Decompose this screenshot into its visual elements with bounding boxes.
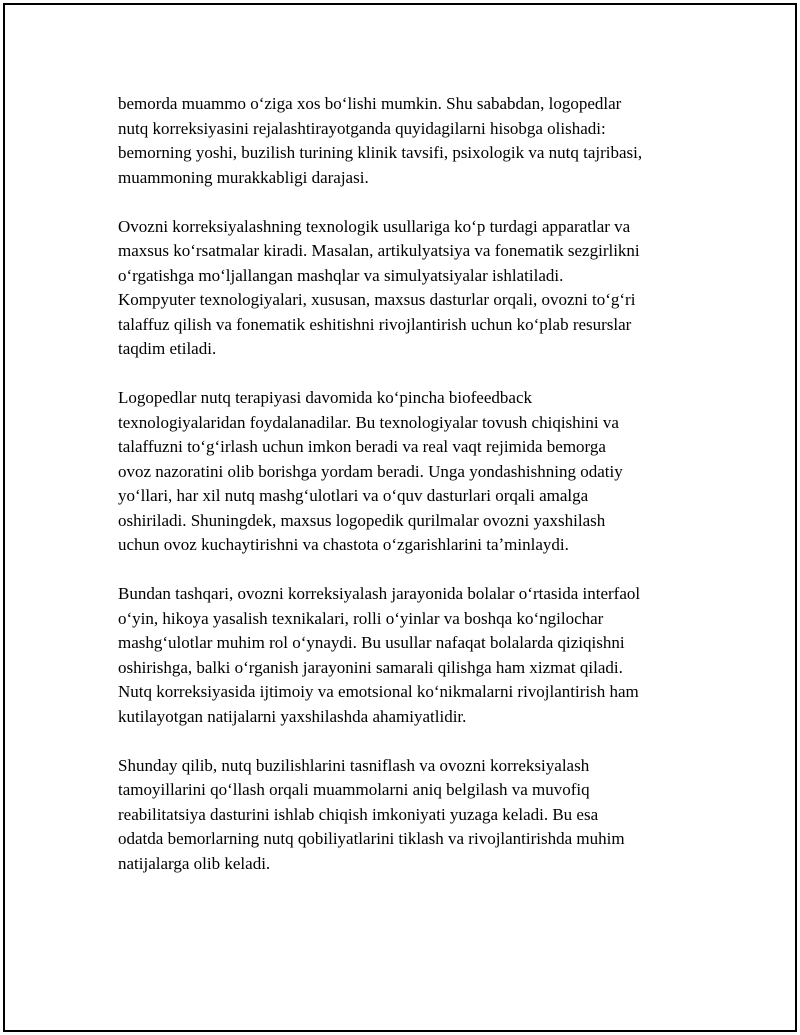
paragraph-1: bemorda muammo oʻziga xos boʻlishi mumkin. Shu sababdan, logopedlar nutq korreksiyasini rejalashtirayotganda quyidagilarni hisobga olishadi: bemorning yoshi, buzilish turining klinik tavsifi, psixologik va nutq tajribasi, muammoning murakkabligi darajasi. xyxy=(118,94,643,187)
document-body xyxy=(118,92,698,901)
paragraph-2: Ovozni korreksiyalashning texnologik usullariga koʻp turdagi apparatlar va maxsus koʻrsatmalar kiradi. Masalan, artikulyatsiya va fonematik sezgirlikni oʻrgatishga moʻljallangan mashqlar va simulyatsiyalar ishlatiladi. Kompyuter texnologiyalari, xususan, maxsus dasturlar orqali, ovozni toʻgʻri talaffuz qilish va fonematik eshitishni rivojlantirish uchun koʻplab resurslar taqdim etiladi. xyxy=(118,216,640,358)
paragraph-4: Bundan tashqari, ovozni korreksiyalash jarayonida bolalar oʻrtasida interfaol oʻyin, hikoya yasalish texnikalari, rolli oʻyinlar va boshqa koʻngilochar mashgʻulotlar muhim rol oʻynaydi. Bu usullar nafaqat bolalarda qiziqishni oshirishga, balki oʻrganish jarayonini samarali qilishga ham xizmat qiladi. Nutq korreksiyasida ijtimoiy va emotsional koʻnikmalarni rivojlantirish ham kutilayotgan natijalarni yaxshilashda ahamiyatlidir. xyxy=(118,584,641,726)
paragraph-5: Shunday qilib, nutq buzilishlarini tasniflash va ovozni korreksiyalash tamoyillarini qoʻllash orqali muammolarni aniq belgilash va muvofiq reabilitatsiya dasturini ishlab chiqish imkoniyati yuzaga keladi. Bu esa odatda bemorlarning nutq qobiliyatlarini tiklash va rivojlantirishda muhim natijalarga olib keladi. xyxy=(118,755,625,873)
paragraph-3: Logopedlar nutq terapiyasi davomida koʻpincha biofeedback texnologiyalaridan foydalanadilar. Bu texnologiyalar tovush chiqishini va talaffuzni toʻgʻirlash uchun imkon beradi va real vaqt rejimida bemorga ovoz nazoratini olib borishga yordam beradi. Unga yondashishning odatiy yoʻllari, har xil nutq mashgʻulotlari va oʻquv dasturlari orqali amalga oshiriladi. Shuningdek, maxsus logopedik qurilmalar ovozni yaxshilash uchun ovoz kuchaytirishni va chastota oʻzgarishlarini taʼminlaydi. xyxy=(118,388,623,554)
